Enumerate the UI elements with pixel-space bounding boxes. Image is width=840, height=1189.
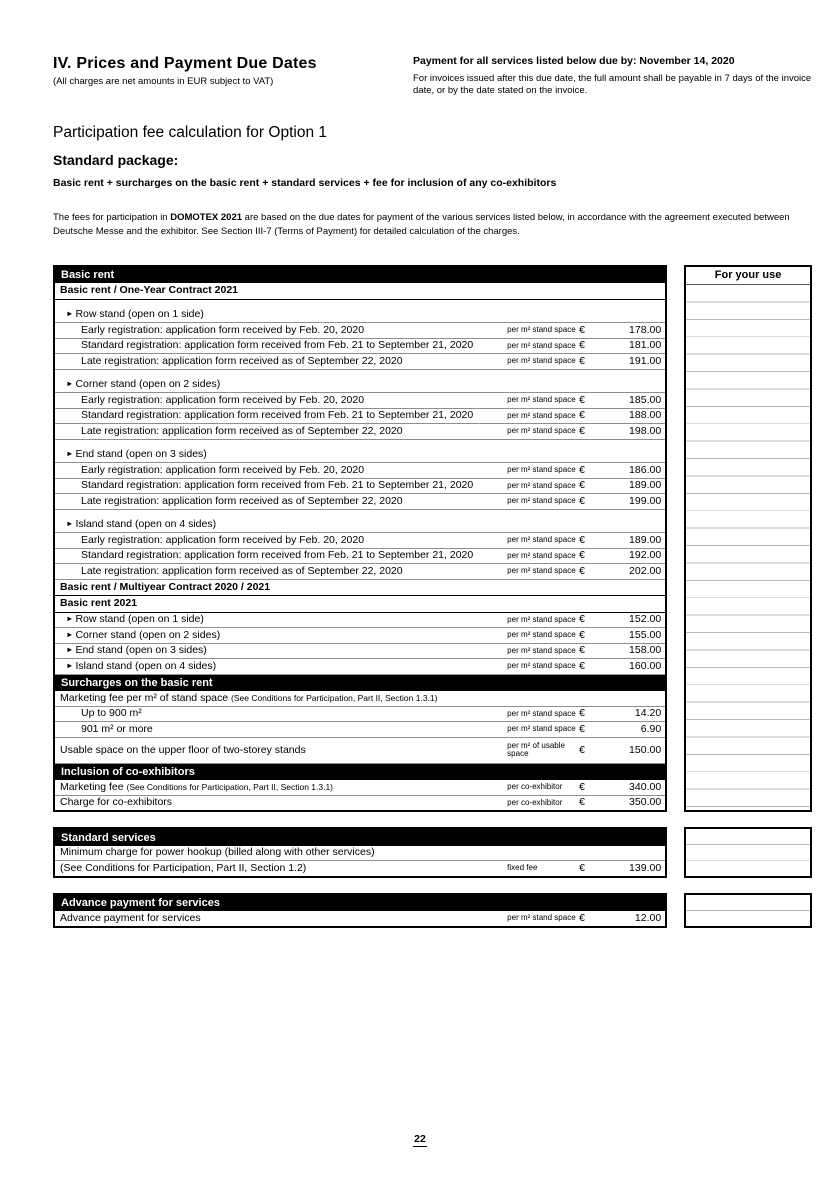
price-value: 191.00 <box>629 354 662 367</box>
note-row <box>55 846 665 862</box>
row-label-text: Island stand (open on 4 sides) <box>75 519 217 531</box>
row-label <box>55 630 507 642</box>
header-right <box>413 55 812 97</box>
price-row <box>55 409 665 425</box>
row-label-text: Up to 900 m² <box>81 708 142 720</box>
for-your-use-header: For your use <box>686 267 810 285</box>
intro-paragraph <box>53 211 812 238</box>
row-label-text: Late registration: application form received as of September 22, 2020 <box>81 495 403 507</box>
price-value: 202.00 <box>629 564 662 577</box>
unit-label: per m² stand space <box>507 630 576 640</box>
price-value: 160.00 <box>629 659 662 672</box>
for-your-use-lines <box>686 829 810 876</box>
price-row <box>55 780 665 796</box>
row-label-text: Basic rent 2021 <box>60 598 138 610</box>
unit-label: per m² stand space <box>507 340 576 350</box>
row-label-text: Standard registration: application form received from Feb. 21 to September 21, 2020 <box>81 550 474 562</box>
row-label-text: Basic rent / One-Year Contract 2021 <box>60 285 238 297</box>
advance-payment-table <box>53 893 667 928</box>
row-label <box>55 897 665 909</box>
row-note: (See Conditions for Participation, Part II, Section 1.3.1) <box>231 692 438 703</box>
row-label-text: Advance payment for services <box>60 912 201 924</box>
triangle-bullet-icon: ► <box>66 309 74 319</box>
for-your-use-lines <box>686 895 810 926</box>
unit-label: fixed fee <box>507 863 538 873</box>
price-value: 12.00 <box>634 911 662 924</box>
price-row <box>55 393 665 409</box>
unit-label: per m² stand space <box>507 356 576 366</box>
row-label-text: Late registration: application form received as of September 22, 2020 <box>81 425 403 437</box>
basic-rent-table <box>53 265 667 813</box>
row-label <box>55 426 507 438</box>
row-label <box>55 480 507 492</box>
row-label <box>55 832 665 844</box>
price-value: 189.00 <box>629 533 662 546</box>
price-row <box>55 494 665 510</box>
payment-due-line: Payment for all services listed below due by: November 14, 2020 <box>413 55 735 67</box>
price-value: 158.00 <box>629 644 662 657</box>
stand-type-row <box>55 448 665 464</box>
price-value: 152.00 <box>629 613 662 626</box>
unit-label: per m² stand space <box>507 661 576 671</box>
row-label <box>55 519 665 531</box>
row-label <box>55 708 507 720</box>
row-label-text: Usable space on the upper floor of two-storey stands <box>60 744 306 756</box>
euro-sign: € <box>579 479 586 492</box>
euro-sign: € <box>579 613 586 626</box>
price-row <box>55 479 665 495</box>
row-label <box>55 285 665 297</box>
price-value: 192.00 <box>629 549 662 562</box>
row-label <box>55 535 507 547</box>
spacer-row <box>55 300 665 308</box>
row-label <box>55 782 507 794</box>
euro-sign: € <box>579 494 586 507</box>
row-label-text: Row stand (open on 1 side) <box>75 309 204 321</box>
stand-type-row <box>55 628 665 644</box>
row-label-text: Standard registration: application form received from Feb. 21 to September 21, 2020 <box>81 480 474 492</box>
row-label <box>55 269 665 281</box>
row-label-text: Surcharges on the basic rent <box>61 677 213 690</box>
row-label-text: Late registration: application form received as of September 22, 2020 <box>81 565 403 577</box>
row-label-text: Early registration: application form received by Feb. 20, 2020 <box>81 324 365 336</box>
euro-sign: € <box>579 644 586 657</box>
unit-label: per m² stand space <box>507 426 576 436</box>
row-label <box>55 550 507 562</box>
section-header-row <box>55 895 665 912</box>
row-label <box>55 847 665 859</box>
row-label <box>55 661 507 673</box>
triangle-bullet-icon: ► <box>66 519 74 529</box>
row-label <box>55 410 507 422</box>
euro-sign: € <box>579 564 586 577</box>
row-label <box>55 309 665 321</box>
row-label <box>55 379 665 391</box>
row-label-text: Basic rent <box>61 269 115 282</box>
unit-label: per co-exhibitor <box>507 782 563 792</box>
row-label-text: Island stand (open on 4 sides) <box>75 660 217 672</box>
price-value: 6.90 <box>640 722 662 735</box>
price-value: 150.00 <box>629 743 662 756</box>
basic-rent-block <box>53 265 812 813</box>
row-label-text: Basic rent / Multiyear Contract 2020 / 2021 <box>60 581 271 593</box>
subsection-header-row <box>55 596 665 613</box>
vat-note: (All charges are net amounts in EUR subject to VAT) <box>53 76 274 87</box>
note-row <box>55 691 665 707</box>
row-label-text: Early registration: application form received by Feb. 20, 2020 <box>81 394 365 406</box>
row-label <box>55 766 665 778</box>
price-row <box>55 738 665 764</box>
euro-sign: € <box>579 409 586 422</box>
triangle-bullet-icon: ► <box>66 449 74 459</box>
unit-label: per m² stand space <box>507 566 576 576</box>
row-label <box>55 677 665 689</box>
euro-sign: € <box>579 722 586 735</box>
row-label <box>55 356 507 368</box>
row-label-text: Row stand (open on 1 side) <box>75 614 204 626</box>
unit-label: per m² stand space <box>507 550 576 560</box>
intro-text-post: are based on the due dates for payment of the various services listed below, in accordance with the agreement executed between Deutsche Messe and the exhibitor. See Section III-7 (Terms of Payment) for detailed calculation of the charges. <box>53 212 790 237</box>
price-row <box>55 707 665 723</box>
row-label <box>55 395 507 407</box>
triangle-bullet-icon: ► <box>66 614 74 624</box>
price-row <box>55 549 665 565</box>
advance-payment-block <box>53 893 812 928</box>
row-label <box>55 496 507 508</box>
row-label-text: Inclusion of co-exhibitors <box>61 766 195 779</box>
price-row <box>55 463 665 479</box>
euro-sign: € <box>579 463 586 476</box>
unit-label: per m² stand space <box>507 480 576 490</box>
row-label-text: Early registration: application form received by Feb. 20, 2020 <box>81 534 365 546</box>
intro-text-pre: The fees for participation in <box>53 212 171 224</box>
standard-services-table <box>53 827 667 878</box>
page-header <box>53 55 812 97</box>
euro-sign: € <box>579 549 586 562</box>
price-value: 186.00 <box>629 463 662 476</box>
row-label-text: Corner stand (open on 2 sides) <box>75 379 221 391</box>
price-row <box>55 339 665 355</box>
price-value: 185.00 <box>629 393 662 406</box>
price-value: 14.20 <box>634 707 662 720</box>
price-value: 139.00 <box>629 861 662 874</box>
triangle-bullet-icon: ► <box>66 379 74 389</box>
row-label-text: 901 m² or more <box>81 723 153 735</box>
unit-label: per m² stand space <box>507 913 576 923</box>
row-label <box>55 863 507 875</box>
for-your-use-box-main <box>684 265 812 813</box>
section-header-row <box>55 829 665 846</box>
price-value: 199.00 <box>629 494 662 507</box>
standard-services-block <box>53 827 812 878</box>
stand-type-row <box>55 308 665 324</box>
row-note: (See Conditions for Participation, Part II, Section 1.3.1) <box>126 781 334 792</box>
row-label <box>55 465 507 477</box>
price-row <box>55 796 665 811</box>
unit-label: per m² stand space <box>507 496 576 506</box>
row-label <box>55 745 507 757</box>
price-row <box>55 354 665 370</box>
unit-label: per m² stand space <box>507 410 576 420</box>
row-label-text: End stand (open on 3 sides) <box>75 449 207 461</box>
euro-sign: € <box>579 707 586 720</box>
row-label-text: Charge for co-exhibitors <box>60 797 173 809</box>
unit-label: per m² stand space <box>507 465 576 475</box>
row-label <box>55 693 665 705</box>
page-title: IV. Prices and Payment Due Dates <box>53 55 317 72</box>
unit-label: per m² stand space <box>507 708 576 718</box>
row-label-text: Minimum charge for power hookup (billed along with other services) <box>60 847 375 859</box>
row-label <box>55 325 507 337</box>
header-left <box>53 55 413 87</box>
price-row <box>55 424 665 440</box>
row-label-text: Marketing fee per m² of stand space <box>60 692 231 704</box>
package-formula: Basic rent + surcharges on the basic rent + standard services + fee for inclusion of any co-exhibitors <box>53 177 557 190</box>
row-label-text: Standard registration: application form received from Feb. 21 to September 21, 2020 <box>81 410 474 422</box>
section-header-row <box>55 764 665 781</box>
row-label-text: Corner stand (open on 2 sides) <box>75 629 221 641</box>
for-your-use-box-standard-services <box>684 827 812 878</box>
spacer-row <box>55 510 665 518</box>
stand-type-row <box>55 613 665 629</box>
price-value: 188.00 <box>629 409 662 422</box>
triangle-bullet-icon: ► <box>66 645 74 655</box>
row-label <box>55 614 507 626</box>
price-row <box>55 564 665 580</box>
for-your-use-box-advance-payment <box>684 893 812 928</box>
price-row <box>55 861 665 876</box>
unit-label: per m² stand space <box>507 614 576 624</box>
package-title: Standard package: <box>53 152 179 169</box>
spacer-row <box>55 440 665 448</box>
price-row <box>55 533 665 549</box>
stand-type-row <box>55 644 665 660</box>
page-number: 22 <box>414 1133 426 1145</box>
triangle-bullet-icon: ► <box>66 629 74 639</box>
row-label <box>55 913 507 925</box>
euro-sign: € <box>579 628 586 641</box>
unit-label: per m² stand space <box>507 325 576 335</box>
triangle-bullet-icon: ► <box>66 660 74 670</box>
euro-sign: € <box>579 796 586 809</box>
euro-sign: € <box>579 861 586 874</box>
euro-sign: € <box>579 533 586 546</box>
tables-area <box>53 265 812 928</box>
row-label <box>55 598 665 610</box>
unit-label: per m² stand space <box>507 535 576 545</box>
section-header-row <box>55 267 665 284</box>
unit-label: per m² stand space <box>507 395 576 405</box>
euro-sign: € <box>579 911 586 924</box>
row-label-text: Standard services <box>61 831 156 844</box>
intro-text-bold: DOMOTEX 2021 <box>170 212 243 224</box>
row-label <box>55 724 507 736</box>
unit-label: per m² of usable space <box>507 740 565 759</box>
row-label-text: Late registration: application form received as of September 22, 2020 <box>81 355 403 367</box>
price-row <box>55 722 665 738</box>
price-row <box>55 323 665 339</box>
row-label <box>55 582 665 594</box>
row-label-text: Standard registration: application form received from Feb. 21 to September 21, 2020 <box>81 340 474 352</box>
row-label-text: Advance payment for services <box>61 897 220 910</box>
price-value: 350.00 <box>629 796 662 809</box>
euro-sign: € <box>579 743 586 756</box>
subsection-header-row <box>55 580 665 597</box>
unit-label: per m² stand space <box>507 724 576 734</box>
stand-type-row <box>55 518 665 534</box>
euro-sign: € <box>579 659 586 672</box>
price-value: 155.00 <box>629 628 662 641</box>
row-label <box>55 797 507 809</box>
row-label <box>55 566 507 578</box>
price-value: 198.00 <box>629 424 662 437</box>
section-header-row <box>55 675 665 692</box>
euro-sign: € <box>579 323 586 336</box>
euro-sign: € <box>579 339 586 352</box>
euro-sign: € <box>579 424 586 437</box>
payment-due-note: For invoices issued after this due date, the full amount shall be payable in 7 days of the invoice date, or by the date stated on the invoice. <box>413 72 812 96</box>
stand-type-row <box>55 659 665 675</box>
unit-label: per m² stand space <box>507 645 576 655</box>
stand-type-row <box>55 378 665 394</box>
price-value: 189.00 <box>629 479 662 492</box>
spacer-row <box>55 370 665 378</box>
price-value: 340.00 <box>629 780 662 793</box>
option-title: Participation fee calculation for Option 1 <box>53 124 327 142</box>
row-label-text: Marketing fee <box>60 781 127 793</box>
euro-sign: € <box>579 780 586 793</box>
row-label <box>55 449 665 461</box>
row-label <box>55 645 507 657</box>
for-your-use-lines <box>686 285 810 811</box>
row-label-text: Early registration: application form received by Feb. 20, 2020 <box>81 464 365 476</box>
euro-sign: € <box>579 354 586 367</box>
subsection-header-row <box>55 283 665 300</box>
unit-label: per co-exhibitor <box>507 797 563 807</box>
price-row <box>55 911 665 926</box>
euro-sign: € <box>579 393 586 406</box>
row-label <box>55 340 507 352</box>
row-label-text: End stand (open on 3 sides) <box>75 645 207 657</box>
row-label-text: (See Conditions for Participation, Part II, Section 1.2) <box>60 862 307 874</box>
price-value: 178.00 <box>629 323 662 336</box>
price-value: 181.00 <box>629 339 662 352</box>
